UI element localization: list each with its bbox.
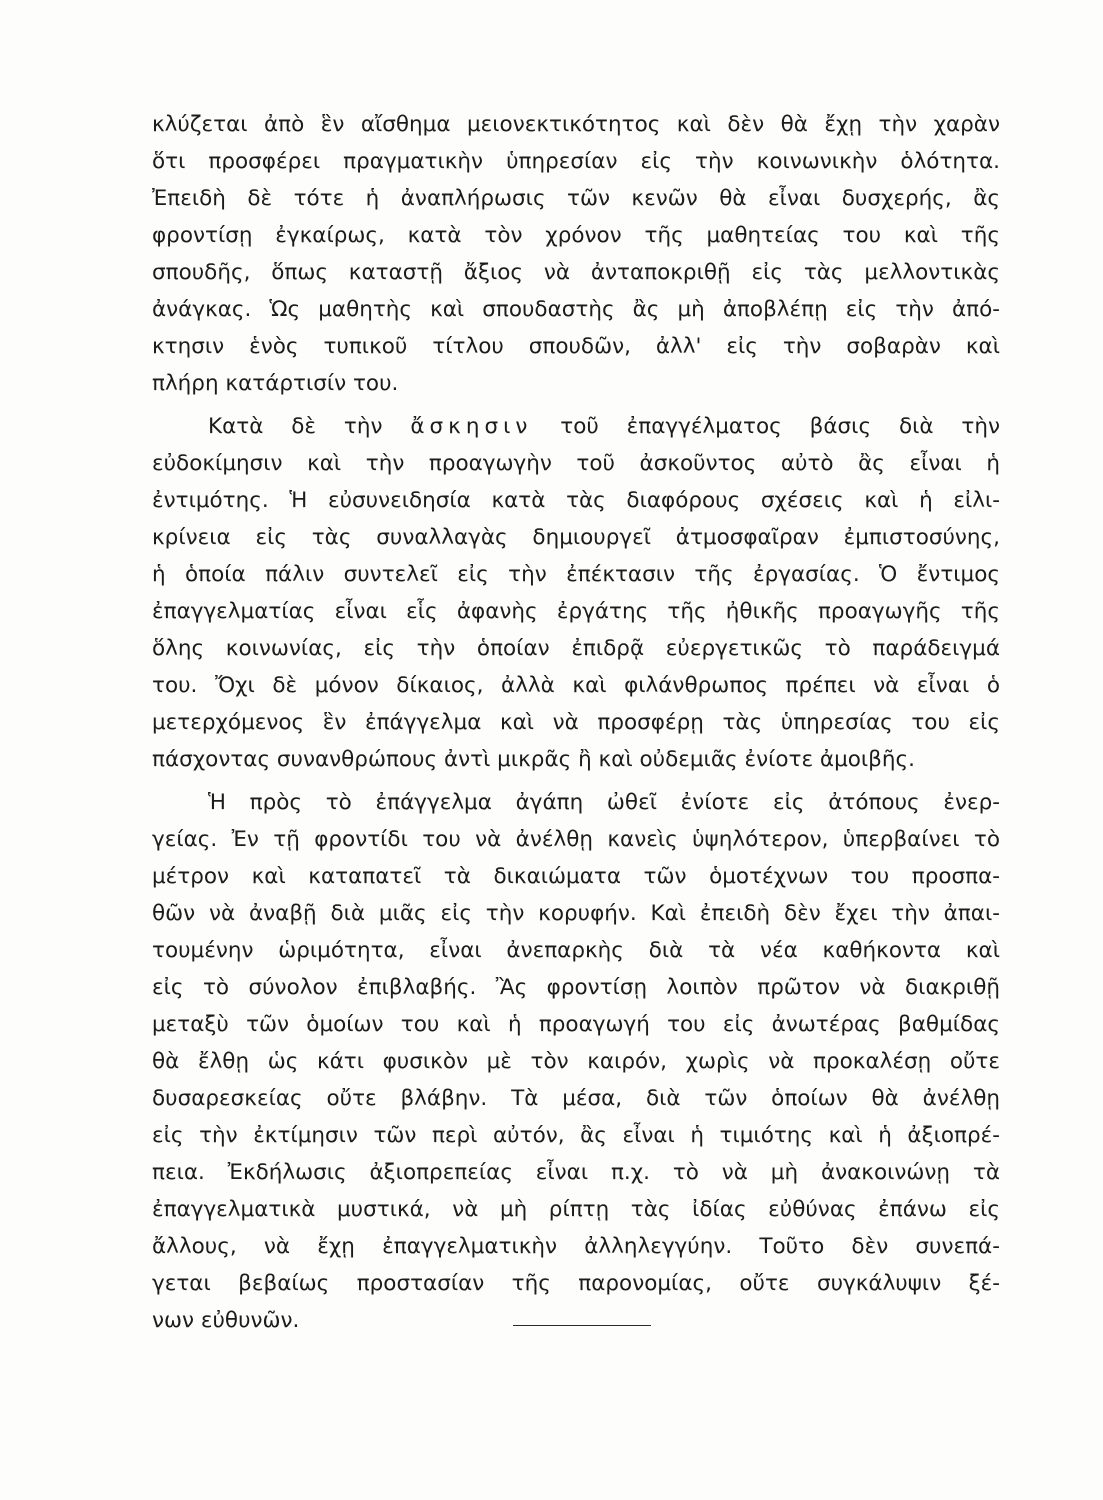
text-line: του. Ὄχι δὲ μόνον δίκαιος, ἀλλὰ καὶ φιλάνθρωπος πρέπει νὰ εἶναι ὁ — [152, 673, 1000, 698]
text-line: τουμένην ὡριμότητα, εἶναι ἀνεπαρκὴς διὰ τὰ νέα καθήκοντα καὶ — [152, 938, 1000, 963]
text-line: ἡ ὁποία πάλιν συντελεῖ εἰς τὴν ἐπέκτασιν τῆς ἐργασίας. Ὁ ἔντιμος — [152, 562, 1000, 587]
text-line: ἐντιμότης. Ἡ εὐσυνειδησία κατὰ τὰς διαφόρους σχέσεις καὶ ἡ εἰλι- — [152, 488, 1000, 513]
text-segment: τοῦ ἐπαγγέλματος βάσις διὰ τὴν — [532, 414, 1000, 439]
text-line: σπουδῆς, ὅπως καταστῇ ἄξιος νὰ ἀνταποκριθῇ εἰς τὰς μελλοντικὰς — [152, 260, 1000, 285]
paragraph-3 — [152, 784, 1000, 1339]
text-line: ἀνάγκας. Ὡς μαθητὴς καὶ σπουδαστὴς ἂς μὴ ἀποβλέπῃ εἰς τὴν ἀπό- — [152, 297, 1000, 322]
paragraph-1 — [152, 106, 1000, 402]
text-line: ἐπαγγελματικὰ μυστικά, νὰ μὴ ρίπτῃ τὰς ἰδίας εὐθύνας ἐπάνω εἰς — [152, 1197, 1000, 1222]
text-line: μετερχόμενος ἓν ἐπάγγελμα καὶ νὰ προσφέρῃ τὰς ὑπηρεσίας του εἰς — [152, 710, 1000, 735]
paragraph-2 — [152, 408, 1000, 778]
section-end-rule — [513, 1325, 651, 1326]
text-line: θὰ ἔλθῃ ὡς κάτι φυσικὸν μὲ τὸν καιρόν, χωρὶς νὰ προκαλέσῃ οὔτε — [152, 1049, 1000, 1074]
text-line: φροντίσῃ ἐγκαίρως, κατὰ τὸν χρόνον τῆς μαθητείας του καὶ τῆς — [152, 223, 1000, 248]
text-line: ἐπαγγελματίας εἶναι εἷς ἀφανὴς ἐργάτης τῆς ἠθικῆς προαγωγῆς τῆς — [152, 599, 1000, 624]
body-text — [152, 106, 1000, 1339]
text-segment: Κατὰ δὲ τὴν — [208, 414, 411, 439]
text-line: νων εὐθυνῶν. — [152, 1308, 300, 1333]
text-line: ὅλης κοινωνίας, εἰς τὴν ὁποίαν ἐπιδρᾷ εὐεργετικῶς τὸ παράδειγμά — [152, 636, 1000, 661]
text-line: Ἐπειδὴ δὲ τότε ἡ ἀναπλήρωσις τῶν κενῶν θὰ εἶναι δυσχερής, ἂς — [152, 186, 1000, 211]
text-line-first — [152, 408, 1000, 445]
text-line: μεταξὺ τῶν ὁμοίων του καὶ ἡ προαγωγή του εἰς ἀνωτέρας βαθμίδας — [152, 1012, 1000, 1037]
text-line: πάσχοντας συνανθρώπους ἀντὶ μικρᾶς ἢ καὶ οὐδεμιᾶς ἐνίοτε ἀμοιβῆς. — [152, 747, 915, 772]
emphasized-word: ἄσκησιν — [410, 414, 533, 439]
text-line: γείας. Ἐν τῇ φροντίδι του νὰ ἀνέλθῃ κανεὶς ὑψηλότερον, ὑπερβαίνει τὸ — [152, 827, 1000, 852]
text-line-first: Ἡ πρὸς τὸ ἐπάγγελμα ἀγάπη ὠθεῖ ἐνίοτε εἰς ἀτόπους ἐνερ- — [208, 790, 1000, 815]
text-line: γεται βεβαίως προστασίαν τῆς παρονομίας, οὔτε συγκάλυψιν ξέ- — [152, 1271, 1000, 1296]
text-line: εὐδοκίμησιν καὶ τὴν προαγωγὴν τοῦ ἀσκοῦντος αὐτὸ ἂς εἶναι ἡ — [152, 451, 1000, 476]
text-line: μέτρον καὶ καταπατεῖ τὰ δικαιώματα τῶν ὁμοτέχνων του προσπα- — [152, 864, 1000, 889]
text-line: εἰς τὸ σύνολον ἐπιβλαβής. Ἂς φροντίσῃ λοιπὸν πρῶτον νὰ διακριθῇ — [152, 975, 1000, 1000]
text-line: κρίνεια εἰς τὰς συναλλαγὰς δημιουργεῖ ἀτμοσφαῖραν ἐμπιστοσύνης, — [152, 525, 1000, 550]
text-line: πεια. Ἐκδήλωσις ἀξιοπρεπείας εἶναι π.χ. τὸ νὰ μὴ ἀνακοινώνῃ τὰ — [152, 1160, 1000, 1185]
text-line: εἰς τὴν ἐκτίμησιν τῶν περὶ αὐτόν, ἂς εἶναι ἡ τιμιότης καὶ ἡ ἀξιοπρέ- — [152, 1123, 1000, 1148]
text-line: ὅτι προσφέρει πραγματικὴν ὑπηρεσίαν εἰς τὴν κοινωνικὴν ὁλότητα. — [152, 149, 1000, 174]
text-line: πλήρη κατάρτισίν του. — [152, 371, 399, 396]
text-line: κλύζεται ἀπὸ ἓν αἴσθημα μειονεκτικότητος καὶ δὲν θὰ ἔχῃ τὴν χαρὰν — [152, 112, 1000, 137]
text-line: ἄλλους, νὰ ἔχῃ ἐπαγγελματικὴν ἀλληλεγγύην. Τοῦτο δὲν συνεπά- — [152, 1234, 1000, 1259]
text-line: κτησιν ἑνὸς τυπικοῦ τίτλου σπουδῶν, ἀλλ' εἰς τὴν σοβαρὰν καὶ — [152, 334, 1000, 359]
text-line: δυσαρεσκείας οὔτε βλάβην. Τὰ μέσα, διὰ τῶν ὁποίων θὰ ἀνέλθῃ — [152, 1086, 1000, 1111]
text-line: θῶν νὰ ἀναβῇ διὰ μιᾶς εἰς τὴν κορυφήν. Καὶ ἐπειδὴ δὲν ἔχει τὴν ἀπαι- — [152, 901, 1000, 926]
